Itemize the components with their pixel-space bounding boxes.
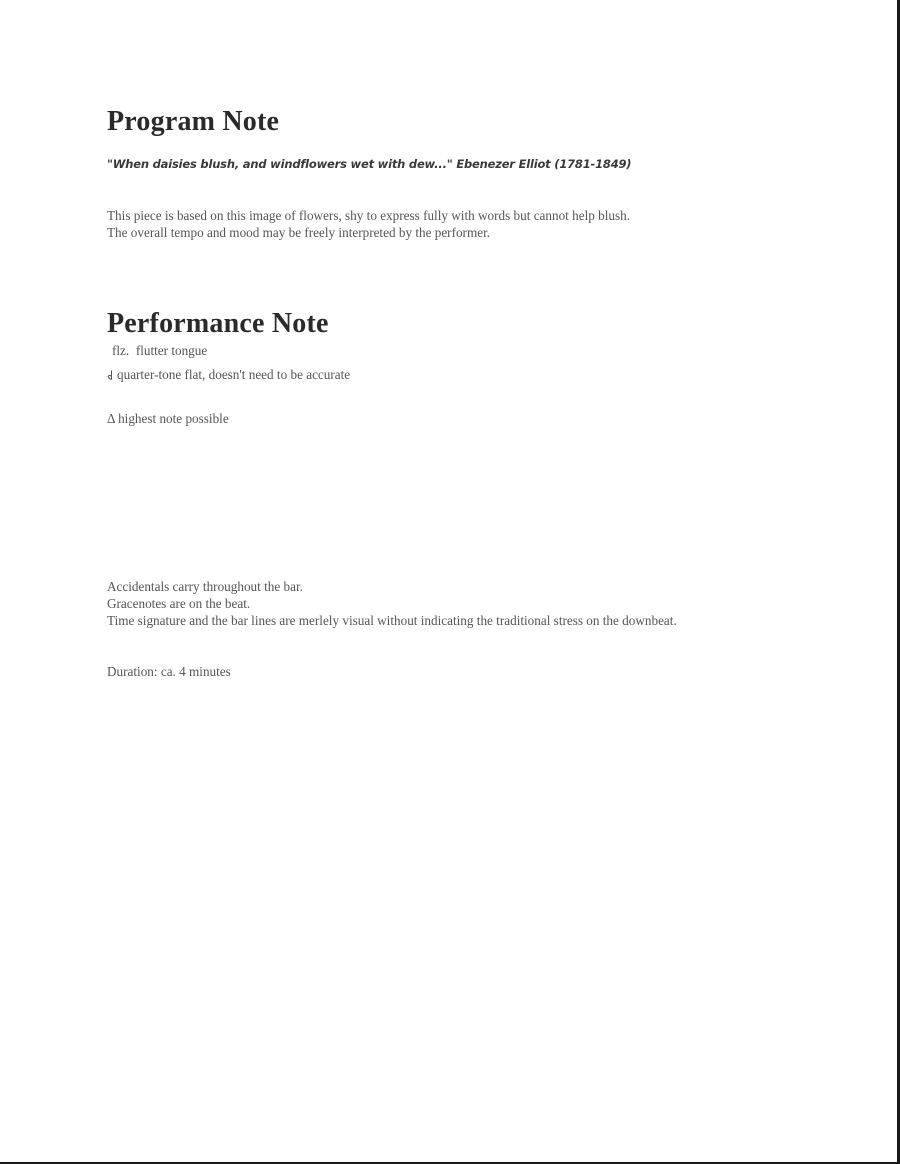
quarter-flat-description: quarter-tone flat, doesn't need to be accurate <box>117 367 351 382</box>
highest-note-note <box>107 410 229 427</box>
flutter-tongue-note <box>112 342 207 359</box>
duration-text: Duration: ca. 4 minutes <box>107 664 231 679</box>
program-note-line-2: The overall tempo and mood may be freely interpreted by the performer. <box>107 225 491 240</box>
flz-description: flutter tongue <box>135 343 208 358</box>
quarter-tone-flat-icon <box>107 367 113 377</box>
program-note-heading: Program Note <box>107 106 280 137</box>
rule-accidentals: Accidentals carry throughout the bar. <box>107 579 303 594</box>
rule-gracenotes: Gracenotes are on the beat. <box>107 596 251 611</box>
triangle-icon: Δ <box>107 411 115 426</box>
highest-note-description: highest note possible <box>118 411 229 426</box>
rule-time-signature: Time signature and the bar lines are merlely visual without indicating the traditional stress on the downbeat. <box>107 613 677 628</box>
performance-note-heading: Performance Note <box>107 308 329 339</box>
flz-abbrev: flz. <box>112 343 130 358</box>
epigraph-quote: "When daisies blush, and windflowers wet with dew..." Ebenezer Elliot (1781-1849) <box>107 157 632 171</box>
program-note-line-1: This piece is based on this image of flowers, shy to express fully with words but cannot help blush. <box>107 208 631 223</box>
quarter-flat-note <box>107 366 350 383</box>
